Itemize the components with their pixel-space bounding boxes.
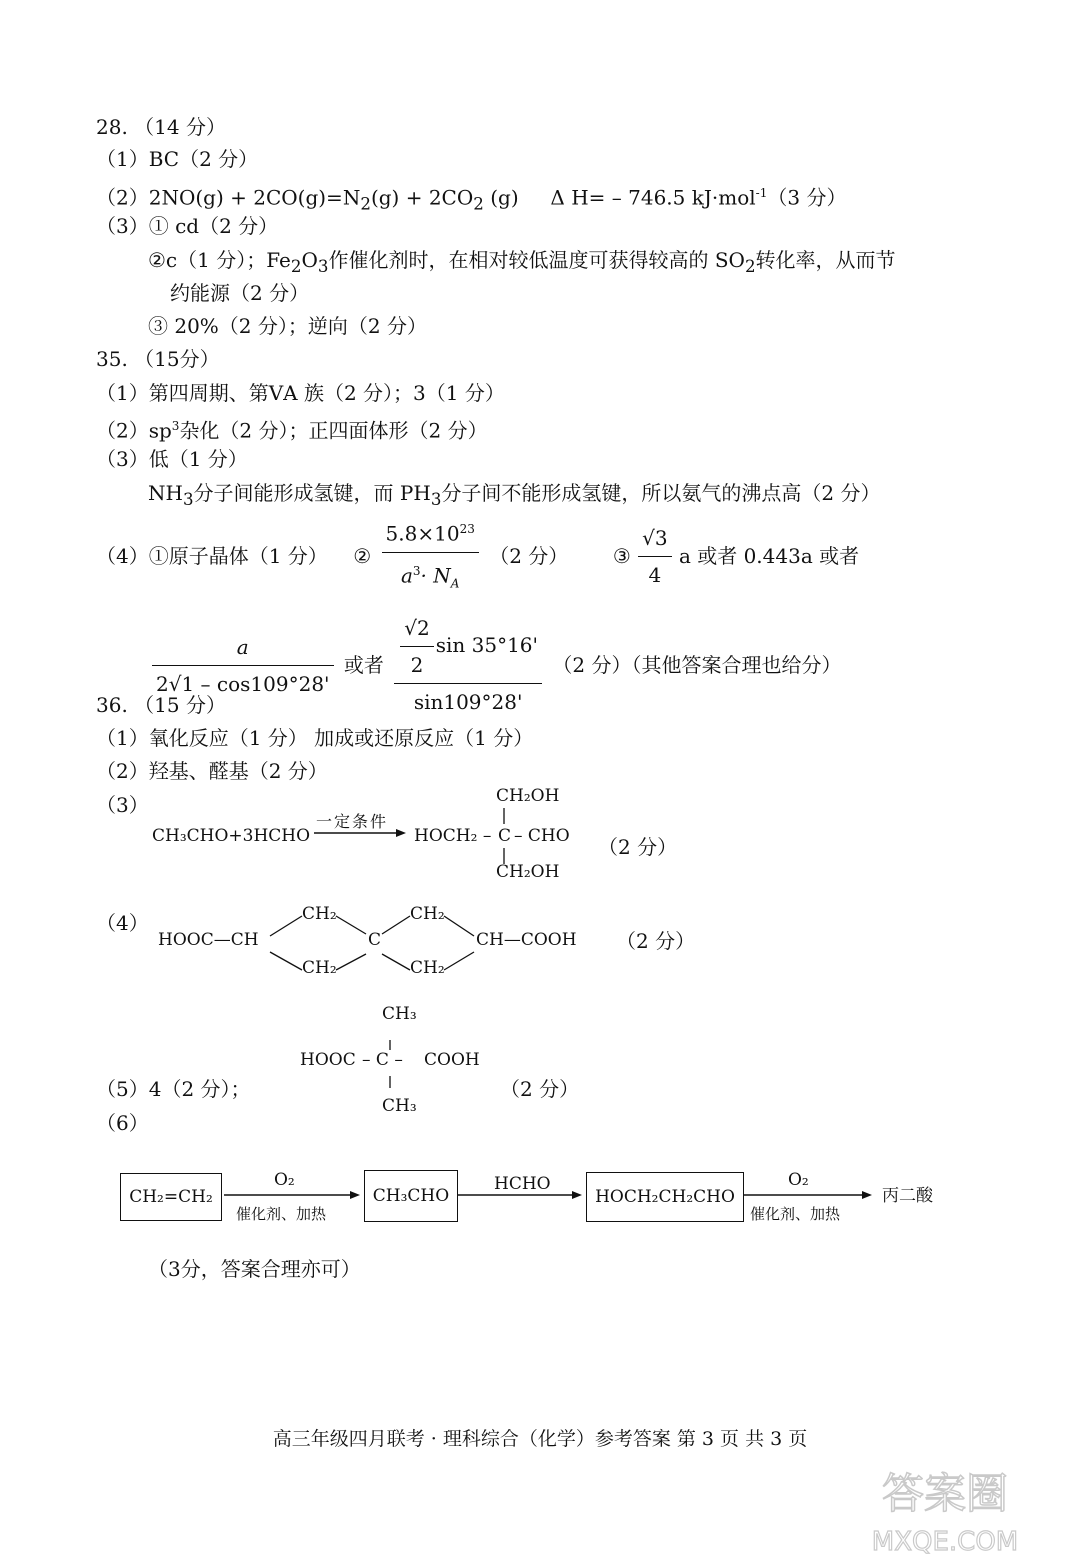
q35-part3-text: $NH_3$分子间能形成氢键，而 $PH_3$分子间不能形成氢键，所以氨气的沸点高（2 分） [148,481,881,509]
r5-right: COOH [424,1050,480,1070]
flow-arrow3-condition: 催化剂、加热 [750,1205,841,1223]
q28-part3c: ③ 20%（2 分）；逆向（2 分） [148,314,427,338]
r3-condition: 一定条件 [316,812,389,831]
q28-part3b: ②c（1 分）；$Fe_2O_3$作催化剂时，在相对较低温度可获得较高的 $SO_2$转化率，从而节 [148,248,896,276]
r3-bonds [498,806,510,868]
r5-score: （2 分） [500,1077,580,1101]
r3-product-left: HOCH₂ – [414,826,492,846]
r3-score: （2 分） [598,835,678,859]
r3-bottom-group: CH₂OH [496,862,560,882]
q35-part3: （3）低（1 分） [96,447,248,471]
flow-final-product: 丙二酸 [882,1186,933,1206]
q35-part4-alt: $\frac{a}{2√1 - \cos 109^\circ 28'}$ 或者 $\frac{√2}{2}$ sin 35°16' sin109°28' （2 分）（其他答案合理也给分） [148,612,841,718]
flow-box-ethylene: CH₂=CH₂ [120,1173,222,1221]
flow-box-acetaldehyde: CH₃CHO [364,1170,458,1222]
r4-score: （2 分） [616,929,696,953]
q28-header: 28. （14 分） [96,115,226,139]
r3-arrow [312,826,408,840]
r3-top-group: CH₂OH [496,786,560,806]
svg-text:答案圈: 答案圈 [881,1469,1009,1518]
q36-part6: （6） [96,1111,149,1135]
q36-part6-note: （3分，答案合理亦可） [148,1257,361,1281]
r4-bonds [260,910,490,976]
q35-part2: $(2)sp^3$杂化（2 分）；正四面体形（2 分） [96,418,488,443]
flow-arrow3 [744,1188,874,1202]
q36-part5: （5）4（2 分）； [96,1077,251,1101]
flow-arrow2 [458,1188,584,1202]
q36-header: 36. （15 分） [96,693,226,717]
flow-arrow2-reagent: HCHO [494,1174,551,1194]
r4-left: HOOC—CH [158,930,259,950]
q36-part4: （4） [96,911,149,935]
r4-spiro-carbon: C [368,930,382,950]
flow-arrow1-condition: 催化剂、加热 [236,1205,327,1223]
density-fraction: $\frac{5.8\times 10^{23}}{a^3\cdot N_A}$ [382,513,479,599]
q35-part1: （1）第四周期、第ⅤA 族（2 分）；3（1 分） [96,381,505,405]
q28-part1: （1）BC（2 分） [96,147,259,171]
r4-right: CH—COOH [476,930,577,950]
r5-top: CH₃ [382,1004,417,1024]
q35-part4: （4）①原子晶体（1 分） ② $\frac{5.8\times 10^{23}}{a^3\cdot N_A}$ （2 分） ③ $\frac{√3}{4}$ a 或者 0.443a 或者 [96,513,859,599]
r5-bottom: CH₃ [382,1096,417,1116]
r4-ch2-bottom-right: CH₂ [410,958,445,978]
q36-part1: （1）氧化反应（1 分） 加成或还原反应（1 分） [96,726,534,750]
r4-ch2-top-left: CH₂ [302,904,337,924]
sqrt3-fraction: $\frac{√3}{4}$ [638,522,671,591]
q36-part3: （3） [96,793,149,817]
r3-center-carbon: C [498,826,512,846]
q28-part3a: （3）① cd（2 分） [96,214,279,238]
r4-ch2-top-right: CH₂ [410,904,445,924]
sin-fraction: $\frac{√2}{2}$ sin 35°16' sin109°28' [394,612,542,718]
svg-text:MXQE.COM: MXQE.COM [871,1527,1019,1557]
q28-part2: $(2)2NO(g) + 2CO(g)=N_2(g) + 2CO_2$ (g) Δ H= – 746.5 kJ·mol$^{-1}$（3 分） [96,185,847,214]
q36-part2: （2）羟基、醛基（2 分） [96,759,328,783]
r5-center: – C – [362,1050,403,1070]
flow-arrow3-reagent: O₂ [788,1170,809,1190]
watermark-logo [850,1460,1040,1560]
r3-product-right: – CHO [514,826,570,846]
cos-fraction: $\frac{a}{2√1 - \cos 109^\circ 28'}$ [152,631,334,700]
q28-part3b-cont: 约能源（2 分） [170,281,310,305]
page-footer: 高三年级四月联考 · 理科综合（化学）参考答案 第 3 页 共 3 页 [272,1428,808,1450]
r5-bonds [384,1026,396,1100]
r3-reactants: CH₃CHO+3HCHO [152,826,311,846]
r5-left: HOOC [300,1050,356,1070]
flow-arrow1-reagent: O₂ [274,1170,295,1190]
flow-arrow1 [224,1188,362,1202]
flow-box-hydroxy-aldehyde: HOCH₂CH₂CHO [586,1172,744,1222]
r4-ch2-bottom-left: CH₂ [302,958,337,978]
q35-header: 35. （15分） [96,347,220,371]
